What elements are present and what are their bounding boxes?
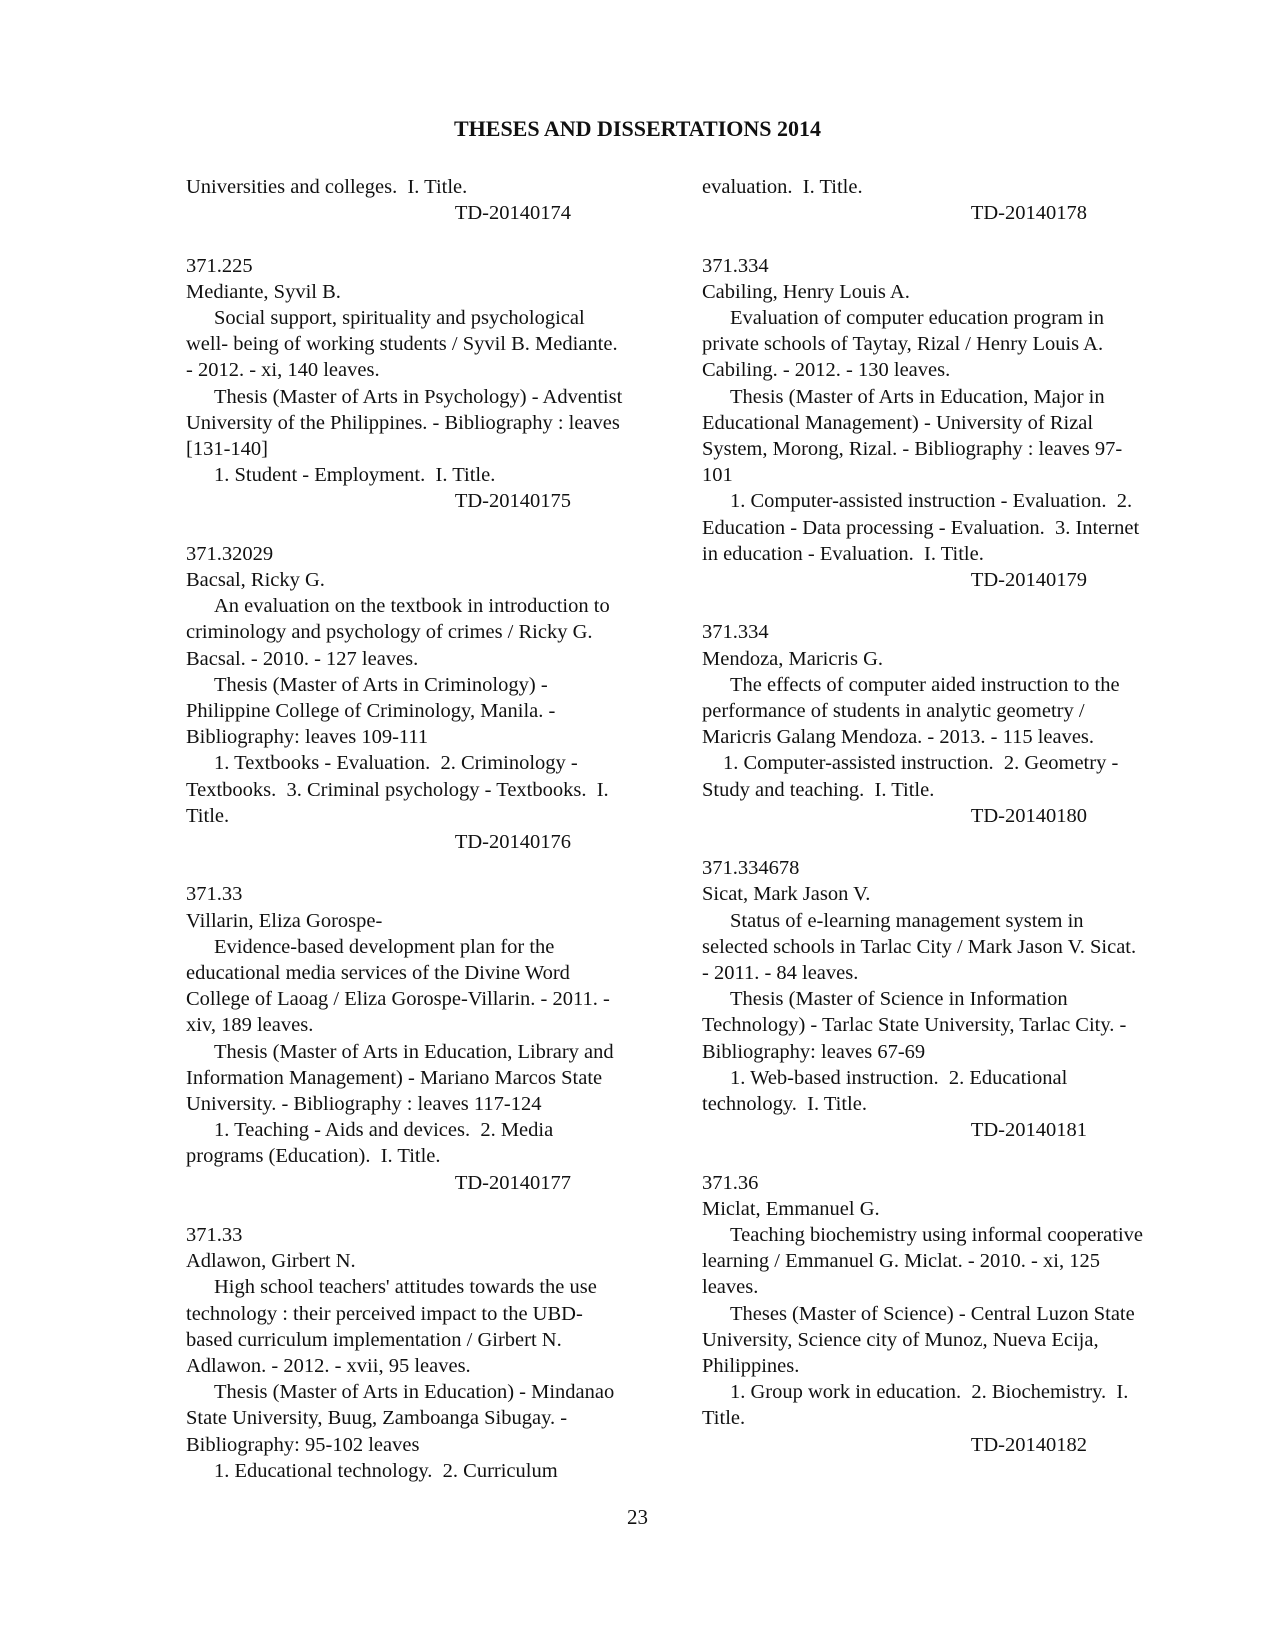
thesis-note: Bibliography: 95-102 leaves bbox=[186, 1433, 420, 1456]
call-number: 371.33 bbox=[186, 883, 243, 906]
page-title: THESES AND DISSERTATIONS 2014 bbox=[453, 116, 822, 141]
thesis-note: Philippines. bbox=[702, 1355, 800, 1378]
thesis-note: [131-140] bbox=[186, 438, 268, 461]
catalog-entry bbox=[186, 1222, 656, 1484]
call-number: 371.334 bbox=[702, 621, 769, 644]
subject-headings: Education - Data processing - Evaluation. 3. Internet bbox=[702, 516, 1140, 539]
title-statement: Bacsal. - 2010. - 127 leaves. bbox=[186, 647, 419, 670]
author: Adlawon, Girbert N. bbox=[186, 1250, 356, 1273]
entry-separator bbox=[702, 593, 1172, 619]
title-statement: College of Laoag / Eliza Gorospe-Villarin. - 2011. - bbox=[186, 988, 610, 1011]
author: Sicat, Mark Jason V. bbox=[702, 883, 871, 906]
title-statement: learning / Emmanuel G. Miclat. - 2010. - xi, 125 bbox=[702, 1250, 1100, 1273]
thesis-note: Thesis (Master of Arts in Education) - Mindanao bbox=[214, 1381, 615, 1404]
catalog-entry bbox=[186, 253, 656, 515]
author: Miclat, Emmanuel G. bbox=[702, 1197, 880, 1220]
subject-headings: 1. Teaching - Aids and devices. 2. Media bbox=[214, 1119, 554, 1142]
left-column bbox=[186, 174, 656, 1484]
title-statement: leaves. bbox=[702, 1276, 759, 1299]
entry-separator bbox=[702, 1143, 1172, 1169]
continued-entry bbox=[186, 174, 656, 226]
title-statement: technology : their perceived impact to the UBD- bbox=[186, 1302, 583, 1325]
title-statement: private schools of Taytay, Rizal / Henry Louis A. bbox=[702, 333, 1104, 356]
author: Cabiling, Henry Louis A. bbox=[702, 280, 910, 303]
thesis-note: Thesis (Master of Arts in Psychology) - Adventist bbox=[214, 385, 623, 408]
continued-entry bbox=[702, 174, 1172, 226]
record-id: TD-20140176 bbox=[454, 831, 571, 854]
thesis-note: University of the Philippines. - Bibliography : leaves bbox=[186, 411, 620, 434]
catalog-entry bbox=[702, 253, 1172, 594]
thesis-note: Bibliography: leaves 67-69 bbox=[702, 1040, 926, 1063]
subject-headings: programs (Education). I. Title. bbox=[186, 1145, 441, 1168]
title-statement: educational media services of the Divine Word bbox=[186, 962, 570, 985]
subject-headings: 1. Computer-assisted instruction - Evaluation. 2. bbox=[730, 490, 1133, 513]
entry-separator bbox=[702, 226, 1172, 252]
catalog-entry bbox=[702, 1170, 1172, 1458]
record-id: TD-20140182 bbox=[970, 1433, 1087, 1456]
right-column bbox=[702, 174, 1172, 1458]
thesis-note: University. - Bibliography : leaves 117-124 bbox=[186, 1093, 542, 1116]
title-statement: well- being of working students / Syvil B. Mediante. bbox=[186, 333, 618, 356]
thesis-note: Information Management) - Mariano Marcos State bbox=[186, 1066, 603, 1089]
thesis-note: Bibliography: leaves 109-111 bbox=[186, 726, 429, 749]
subject-headings: in education - Evaluation. I. Title. bbox=[702, 542, 984, 565]
call-number: 371.334678 bbox=[702, 857, 800, 880]
title-statement: High school teachers' attitudes towards the use bbox=[214, 1276, 597, 1299]
title-statement: based curriculum implementation / Girbert N. bbox=[186, 1328, 562, 1351]
title-statement: An evaluation on the textbook in introduction to bbox=[214, 595, 610, 618]
record-id: TD-20140174 bbox=[454, 202, 571, 225]
entry-separator bbox=[186, 515, 656, 541]
title-statement: Maricris Galang Mendoza. - 2013. - 115 leaves. bbox=[702, 726, 1095, 749]
call-number: 371.225 bbox=[186, 254, 253, 277]
subject-headings: 1. Textbooks - Evaluation. 2. Criminology - bbox=[214, 752, 578, 775]
title-statement: Social support, spirituality and psychological bbox=[214, 307, 585, 329]
thesis-note: Theses (Master of Science) - Central Luzon State bbox=[730, 1302, 1135, 1325]
title-statement: - 2011. - 84 leaves. bbox=[702, 962, 859, 985]
entry-separator bbox=[186, 226, 656, 252]
title-statement: criminology and psychology of crimes / Ricky G. bbox=[186, 621, 593, 644]
record-id: TD-20140179 bbox=[970, 569, 1087, 592]
catalog-entry bbox=[702, 619, 1172, 829]
title-statement: performance of students in analytic geometry / bbox=[702, 700, 1085, 723]
thesis-note: State University, Buug, Zamboanga Sibugay. - bbox=[186, 1407, 568, 1430]
thesis-note: Philippine College of Criminology, Manila. - bbox=[186, 700, 556, 723]
catalog-entry bbox=[186, 541, 656, 855]
title-statement: Evidence-based development plan for the bbox=[214, 935, 555, 958]
catalog-entry bbox=[186, 881, 656, 1195]
title-statement: selected schools in Tarlac City / Mark Jason V. Sicat. bbox=[702, 935, 1137, 958]
entry-separator bbox=[186, 1196, 656, 1222]
record-id: TD-20140180 bbox=[970, 804, 1087, 827]
subject-headings: 1. Computer-assisted instruction. 2. Geometry - bbox=[723, 752, 1119, 775]
call-number: 371.33 bbox=[186, 1224, 243, 1247]
subject-headings: 1. Group work in education. 2. Biochemistry. I. bbox=[730, 1381, 1129, 1404]
record-id: TD-20140175 bbox=[454, 490, 571, 513]
title-statement: Evaluation of computer education program in bbox=[730, 307, 1105, 329]
thesis-note: Thesis (Master of Arts in Education, Major in bbox=[730, 385, 1105, 408]
thesis-note: University, Science city of Munoz, Nueva Ecija, bbox=[702, 1328, 1099, 1351]
thesis-note: System, Morong, Rizal. - Bibliography : leaves 97- bbox=[702, 438, 1123, 461]
subject-headings: 1. Web-based instruction. 2. Educational bbox=[730, 1066, 1068, 1089]
record-id: TD-20140178 bbox=[970, 202, 1087, 225]
call-number: 371.334 bbox=[702, 254, 769, 277]
continued-text: evaluation. I. Title. bbox=[702, 176, 863, 198]
thesis-note: Technology) - Tarlac State University, Tarlac City. - bbox=[702, 1014, 1127, 1037]
subject-headings: 1. Student - Employment. I. Title. bbox=[214, 464, 496, 487]
author: Villarin, Eliza Gorospe- bbox=[186, 909, 383, 932]
author: Mediante, Syvil B. bbox=[186, 280, 341, 303]
subject-headings: Title. bbox=[186, 804, 230, 827]
thesis-note: Thesis (Master of Arts in Education, Library and bbox=[214, 1040, 614, 1063]
title-statement: - 2012. - xi, 140 leaves. bbox=[186, 359, 380, 382]
call-number: 371.32029 bbox=[186, 542, 274, 565]
page-number: 23 bbox=[627, 1505, 648, 1529]
entry-separator bbox=[702, 829, 1172, 855]
thesis-note: Thesis (Master of Science in Information bbox=[730, 988, 1068, 1011]
title-statement: Cabiling. - 2012. - 130 leaves. bbox=[702, 359, 951, 382]
thesis-note: 101 bbox=[702, 464, 733, 487]
subject-headings: technology. I. Title. bbox=[702, 1093, 867, 1116]
thesis-note: Thesis (Master of Arts in Criminology) - bbox=[214, 673, 548, 696]
title-statement: Adlawon. - 2012. - xvii, 95 leaves. bbox=[186, 1355, 471, 1378]
continued-text: Universities and colleges. I. Title. bbox=[186, 176, 468, 198]
subject-headings: Study and teaching. I. Title. bbox=[702, 778, 935, 801]
record-id: TD-20140181 bbox=[970, 1119, 1087, 1142]
title-statement: xiv, 189 leaves. bbox=[186, 1014, 314, 1037]
title-statement: Status of e-learning management system in bbox=[730, 909, 1084, 932]
thesis-note: Educational Management) - University of Rizal bbox=[702, 411, 1094, 434]
title-statement: The effects of computer aided instruction to the bbox=[730, 673, 1120, 696]
subject-headings: Title. bbox=[702, 1407, 746, 1430]
author: Bacsal, Ricky G. bbox=[186, 569, 325, 592]
title-statement: Teaching biochemistry using informal cooperative bbox=[730, 1224, 1143, 1247]
author: Mendoza, Maricris G. bbox=[702, 647, 884, 670]
entry-separator bbox=[186, 855, 656, 881]
record-id: TD-20140177 bbox=[454, 1171, 571, 1194]
catalog-entry bbox=[702, 855, 1172, 1143]
call-number: 371.36 bbox=[702, 1171, 759, 1194]
subject-headings: 1. Educational technology. 2. Curriculum bbox=[214, 1459, 558, 1482]
subject-headings: Textbooks. 3. Criminal psychology - Textbooks. I. bbox=[186, 778, 609, 801]
